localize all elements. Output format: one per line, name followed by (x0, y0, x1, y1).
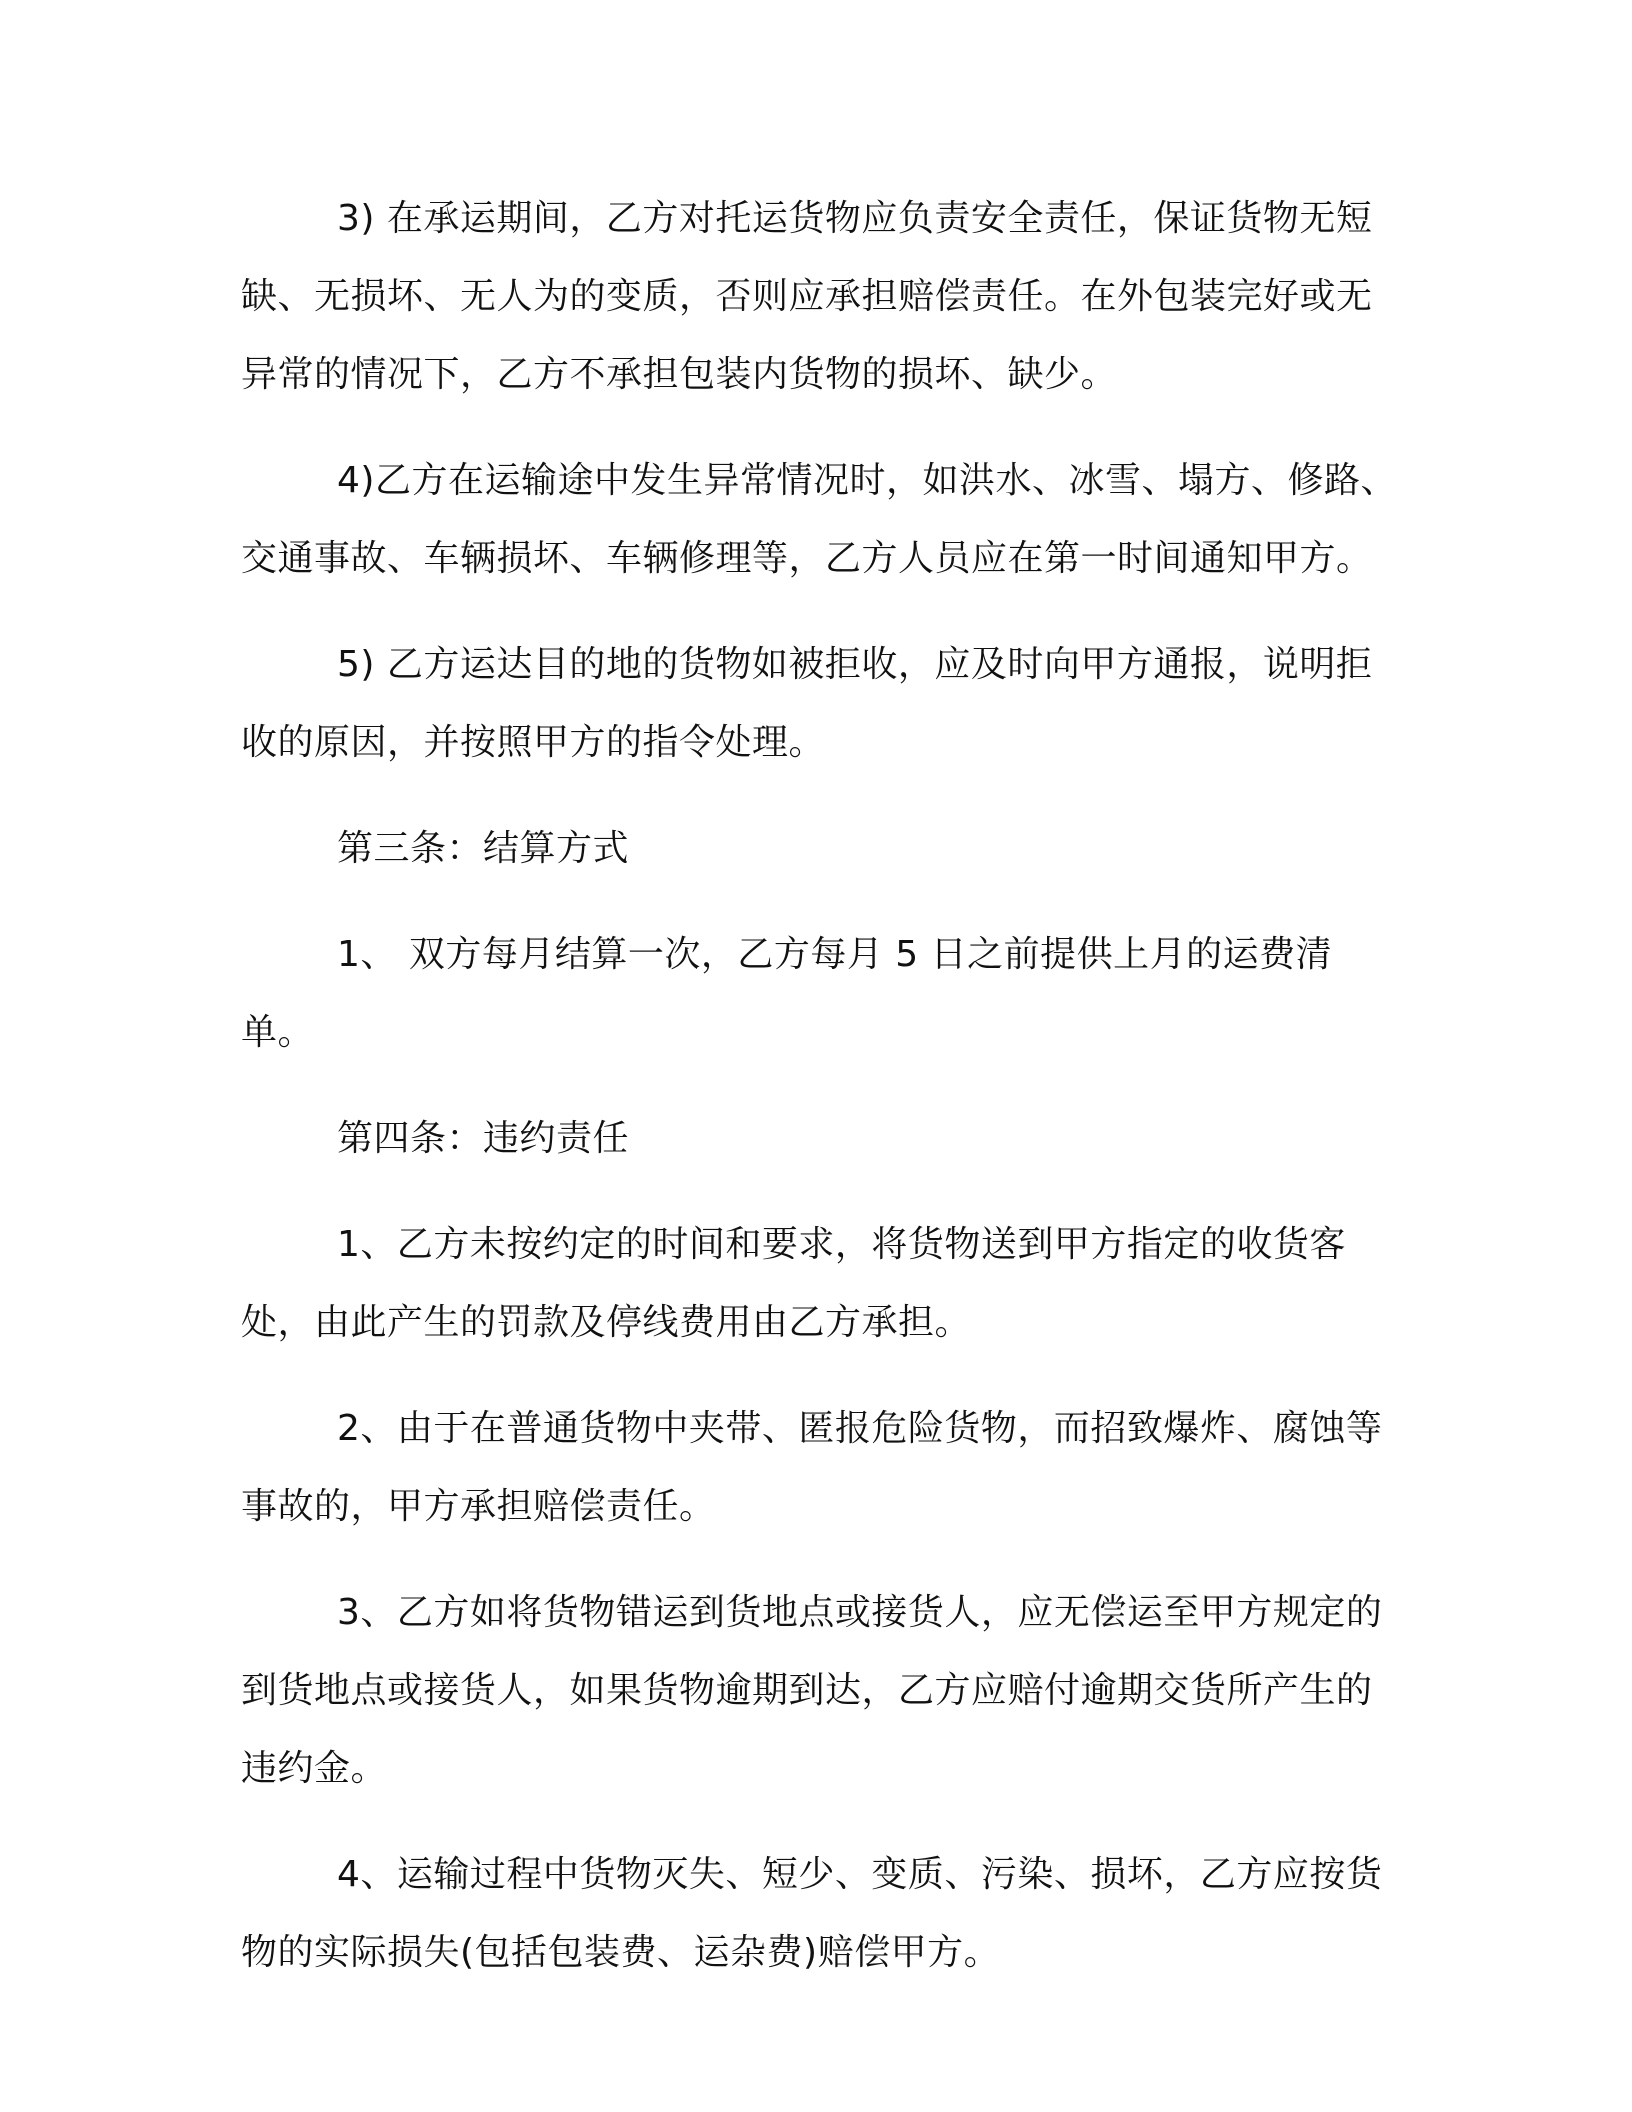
section-heading-liability: 第四条：违约责任 (337, 1118, 630, 1159)
paragraph-liability-3: 3、乙方如将货物错运到货地点或接货人，应无偿运至甲方规定的到货地点或接货人，如果货物逾期到达，乙方应赔付逾期交货所产生的违约金。 (241, 1592, 1383, 1789)
paragraph-clause-5-rejection: 5) 乙方运达目的地的货物如被拒收，应及时向甲方通报，说明拒收的原因，并按照甲方的指令处理。 (241, 644, 1373, 763)
paragraph-liability-4: 4、运输过程中货物灭失、短少、变质、污染、损坏，乙方应按货物的实际损失(包括包装费、运杂费)赔偿甲方。 (241, 1854, 1383, 1973)
document-body (241, 180, 1401, 2020)
paragraph-settlement-1: 1、 双方每月结算一次，乙方每月 5 日之前提供上月的运费清单。 (241, 934, 1333, 1053)
paragraph-clause-4-exceptions: 4)乙方在运输途中发生异常情况时，如洪水、冰雪、塌方、修路、交通事故、车辆损坏、车辆修理等，乙方人员应在第一时间通知甲方。 (241, 460, 1397, 579)
paragraph-clause-3-safety: 3) 在承运期间，乙方对托运货物应负责安全责任，保证货物无短缺、无损坏、无人为的变质，否则应承担赔偿责任。在外包装完好或无异常的情况下，乙方不承担包装内货物的损坏、缺少。 (241, 198, 1373, 395)
paragraph-liability-1: 1、乙方未按约定的时间和要求，将货物送到甲方指定的收货客处，由此产生的罚款及停线费用由乙方承担。 (241, 1224, 1346, 1343)
section-heading-settlement: 第三条：结算方式 (337, 828, 630, 869)
paragraph-liability-2: 2、由于在普通货物中夹带、匿报危险货物，而招致爆炸、腐蚀等事故的，甲方承担赔偿责任。 (241, 1408, 1383, 1527)
